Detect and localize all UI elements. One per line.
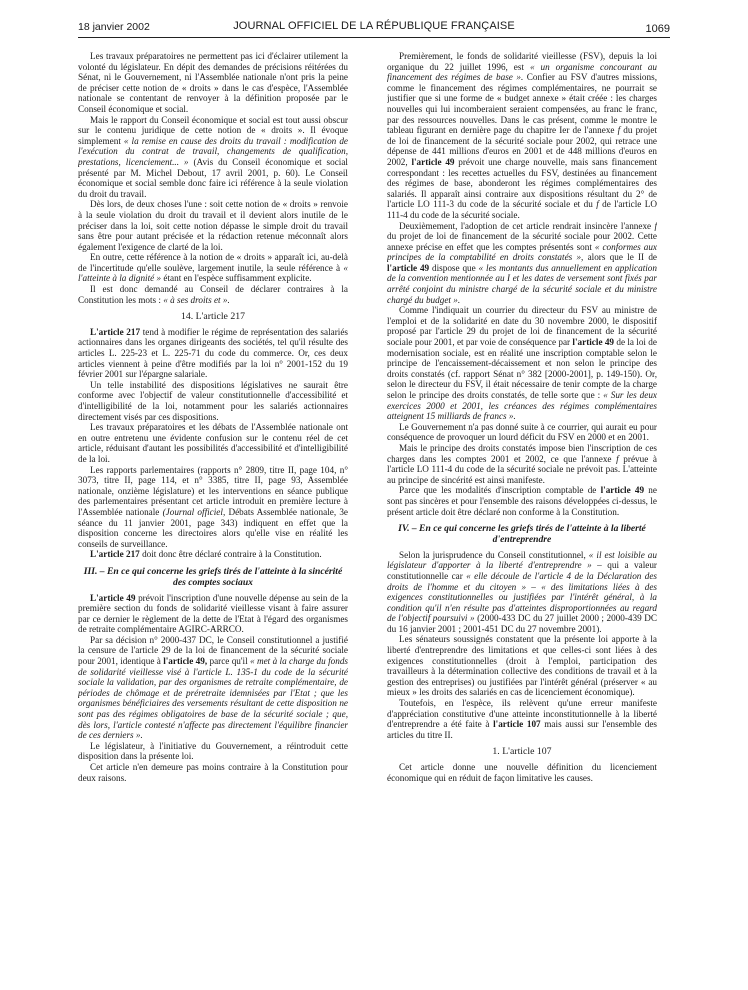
paragraph: Toutefois, en l'espèce, ils relèvent qu'une erreur manifeste d'appréciation constitutive d'une atteinte inconstitutionnelle à la liberté d'entreprendre a été faite à l'article 107 mais aussi sur l'ensemble des articles du titre II. <box>387 698 657 740</box>
section-heading-1: 1. L'article 107 <box>492 746 552 758</box>
paragraph: L'article 49 prévoit l'inscription d'une nouvelle dépense au sein de la première section du fonds de solidarité vieillesse visant à faire assurer par ce dernier le règlement de la dette de l'Etat à l'égard des organismes de retraite complémentaire AGIRC-ARRCO. <box>78 592 348 635</box>
section-heading-IV: IV. – En ce qui concerne les griefs tirés de l'atteinte à la liberté d'entreprendre <box>398 523 646 545</box>
paragraph: En outre, cette référence à la notion de « droits » apparaît ici, au-delà de l'incertitude qu'elle soulève, largement inutile, la seule référence à « l'atteinte à la dignité » étant en l'espèce suffisamment explicite. <box>78 252 348 284</box>
paragraph: L'article 217 doit donc être déclaré contraire à la Constitution. <box>90 549 322 560</box>
paragraph: L'article 217 tend à modifier le régime de représentation des salariés actionnaires dans les organes dirigeants des sociétés, tel qu'il résulte des articles L. 225-23 et L. 225-71 du code du commerce. Or, ces deux articles viennent à peine d'être modifiés par la loi n° 2001-152 du 19 février 2001 sur l'épargne salariale. <box>78 326 348 380</box>
paragraph: Les rapports parlementaires (rapports n° 2809, titre II, page 104, n° 3073, titre II, page 114, et n° 3385, titre II, page 93, Assemblée nationale, onzième législature) et les interventions en séance publique des parlementaires présentant cet article introduit en première lecture à l'Assemblée nationale (Journal officiel, Débats Assemblée nationale, 3e séance du 11 janvier 2001, page 343) indiquent en effet que la disposition concerne les directoires alors qu'elle vise en réalité les conseils de surveillance. <box>78 464 348 549</box>
paragraph: Les travaux préparatoires et les débats de l'Assemblée nationale ont en outre entretenu une évidente confusion sur le contenu réel de cet article, réduisant d'autant les possibilités d'accessibilité et d'intelligibilité de la loi. <box>78 422 348 464</box>
paragraph: Premièrement, le fonds de solidarité vieillesse (FSV), depuis la loi organique du 22 juillet 1996, est « un organisme concourant au financement des régimes de base ». Confier au FSV d'autres missions, comme le financement des régimes complémentaires, ne pourrait se justifier que si une forme de « budget annexe » était créée : les charges nouvelles qui lui incomberaient seraient compensées, au franc le franc, par des ressources nouvelles. Dans le cas présent, comme le montre le tableau figurant en dernière page du chapitre Ier de l'annexe f du projet de loi de financement de la sécurité sociale pour 2002, qui retrace une dépense de 441 millions d'euros en 2001 et de 448 millions d'euros en 2002, l'article 49 prévoit une charge nouvelle, mais sans financement correspondant : les recettes actuelles du FSV, destinées au financement des régimes de base, abonderont les régimes complémentaires des salariés. Il apparaît ainsi contraire aux dispositions résultant du 2° de l'article LO 111-3 du code de la sécurité sociale et du f de l'article LO 111-4 du code de la sécurité sociale. <box>387 51 657 220</box>
header-rule <box>78 37 670 38</box>
section-heading-III: III. – En ce qui concerne les griefs tirés de l'atteinte à la sincérité des comptes sociaux <box>83 565 343 588</box>
paragraph: Il est donc demandé au Conseil de déclarer contraires à la Constitution les mots : « à ses droits et ». <box>78 284 348 305</box>
header-page-number: 1069 <box>645 23 670 35</box>
right-column <box>387 51 657 976</box>
paragraph: Mais le principe des droits constatés impose bien l'inscription de ces charges dans les comptes 2001 et 2002, ce que l'annexe f prévue à l'article LO 111-4 du code de la sécurité sociale ne prévoit pas. L'atteinte au principe de sincérité est ainsi manifeste. <box>387 442 657 485</box>
paragraph: Le Gouvernement n'a pas donné suite à ce courrier, qui aurait eu pour conséquence de provoquer un lourd déficit du FSV en 2000 et en 2001. <box>387 421 657 443</box>
paragraph: Dès lors, de deux choses l'une : soit cette notion de « droits » renvoie à la seule violation du droit du travail et il devient alors inutile de le préciser dans la loi, soit cette notion dépasse le simple droit du travail sans être pour autant précisée et la rédaction retenue méconnaît alors également l'exigence de clarté de la loi. <box>78 199 348 252</box>
paragraph: Parce que les modalités d'inscription comptable de l'article 49 ne sont pas sincères et pour l'ensemble des raisons développées ci-dessus, le présent article doit être déclaré non conforme à la Constitution. <box>387 485 657 517</box>
paragraph: Par sa décision n° 2000-437 DC, le Conseil constitutionnel a justifié la censure de l'article 29 de la loi de financement de la sécurité sociale pour 2001, identique à l'article 49, parce qu'il « met à la charge du fonds de solidarité vieillesse visé à l'article L. 135-1 du code de la sécurité sociale la validation, par des organismes de retraite complémentaire, de périodes de chômage et de préretraite idemnisées par l'Etat ; que les organismes bénéficiaires des versements résultant de cette disposition ne sont pas des régimes obligatoires de base de la sécurité sociale ; que, dès lors, l'article contesté n'affecte pas directement l'équilibre financier de ces derniers ». <box>78 634 348 741</box>
left-column <box>78 51 348 976</box>
header-date: 18 janvier 2002 <box>78 21 150 33</box>
paragraph: Comme l'indiquait un courrier du directeur du FSV au ministre de l'emploi et de la solidarité en date du 30 novembre 2000, le dispositif proposé par l'article 29 du projet de loi de financement de la sécurité sociale pour 2001, et par voie de conséquence par l'article 49 de la loi de modernisation sociale, est en réalité une inscription comptable selon le principe de l'encaissement-décaissement et non selon le principe des droits constatés (cf. rapport Sénat n° 382 [2000-2001], p. 149-150). Or, selon le directeur du FSV, il était nécessaire de tenir compte de la charge selon le principe des droits constatés, de telle sorte que : « Sur les deux exercices 2000 et 2001, les créances des régimes complémentaires atteignent 15 milliards de francs ». <box>387 305 657 422</box>
paragraph: Le législateur, à l'initiative du Gouvernement, a réintroduit cette disposition dans la présente loi. <box>78 740 348 762</box>
section-heading-14: 14. L'article 217 <box>180 311 246 323</box>
paragraph: Selon la jurisprudence du Conseil constitutionnel, « il est loisible au législateur d'apporter à la liberté d'entreprendre » – qui a valeur constitutionnelle car « elle découle de l'article 4 de la Déclaration des droits de l'homme et du citoyen » – « des limitations liées à des exigences constitutionnelles ou justifiées par l'intérêt général, à la condition qu'il n'en résulte pas d'atteintes disproportionnées au regard de l'objectif poursuivi » (2000-433 DC du 27 juillet 2000 ; 2000-439 DC du 16 janvier 2001 ; 2001-451 DC du 27 novembre 2001). <box>387 549 657 634</box>
header-journal-title: JOURNAL OFFICIEL DE LA RÉPUBLIQUE FRANÇAISE <box>233 20 515 32</box>
paragraph: Deuxièmement, l'adoption de cet article rendrait insincère l'annexe f du projet de loi de financement de la sécurité sociale pour 2002. Cette annexe précise en effet que les comptes présentés sont « conformes aux principes de la comptabilité en droits constatés », alors que le II de l'article 49 dispose que « les montants dus annuellement en application de la convention mentionnée au I et les dates de versement sont fixés par arrêté conjoint du ministre chargé de la sécurité sociale et du ministre chargé du budget ». <box>387 220 657 305</box>
paragraph: Les sénateurs soussignés constatent que la présente loi apporte à la liberté d'entreprendre des limitations et que celles-ci sont liées à des exigences constitutionnelles (droit à l'emploi, participation des travailleurs à la détermination collective des conditions de travail et à la gestion des entreprises) ou justifiées par l'intérêt général (préserver « au mieux » les droits des salariés en cas de licenciement économique). <box>387 634 657 698</box>
paragraph: Cet article donne une nouvelle définition du licenciement économique qui en réduit de façon limitative les causes. <box>387 762 657 783</box>
paragraph: Cet article n'en demeure pas moins contraire à la Constitution pour deux raisons. <box>78 762 348 783</box>
paragraph: Un telle instabilité des dispositions législatives ne saurait être conforme avec l'objectif de valeur constitutionnelle d'accessibilité et d'intelligibilité de la loi, notamment pour les salariés actionnaires directement visés par ces dispositions. <box>78 379 348 422</box>
paragraph: Les travaux préparatoires ne permettent pas ici d'éclairer utilement la volonté du législateur. En dépit des demandes de précisions réitérées du Sénat, ni le Gouvernement, ni l'Assemblée nationale n'ont pris la peine de préciser cette notion de « droits » dans le cas d'espèce, l'Assemblée nationale se contentant de renvoyer à la définition proposée par le Conseil économique et social. <box>78 51 348 114</box>
page-header <box>78 17 670 39</box>
paragraph: Mais le rapport du Conseil économique et social est tout aussi obscur sur le contenu juridique de cette notion de « droits ». Il évoque simplement « la remise en cause des droits du travail : modification de l'exécution du contrat de travail, changements de qualification, prestations, licenciement... » (Avis du Conseil économique et social présenté par M. Michel Debout, 17 avril 2001, p. 60). Le Conseil économique et social semble donc faire ici référence à la seule violation du droit du travail. <box>78 114 348 199</box>
